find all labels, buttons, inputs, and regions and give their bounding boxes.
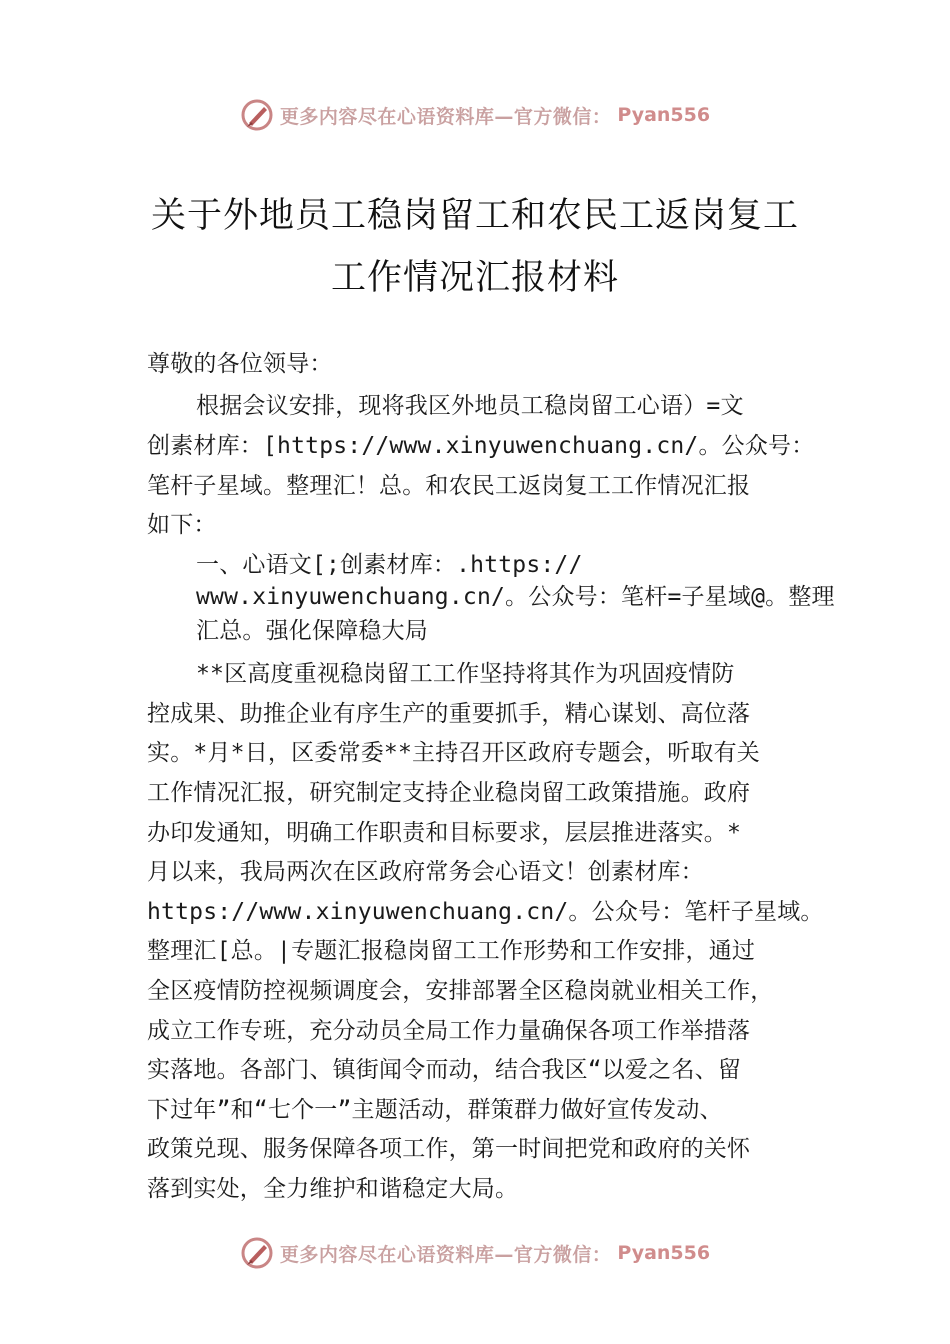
- body-line: 办印发通知，明确工作职责和目标要求，层层推进落实。*: [147, 820, 742, 846]
- body-line: https://www.xinyuwenchuang.cn/。公众号：笔杆子星域。: [147, 899, 824, 925]
- body-line: 实。*月*日，区委常委**主持召开区政府专题会，听取有关: [147, 740, 760, 766]
- salutation: 尊敬的各位领导：: [147, 351, 333, 377]
- header-banner: [0, 95, 950, 135]
- body-line: 全区疫情防控视频调度会，安排部署全区稳岗就业相关工作，: [147, 978, 774, 1004]
- body-line: 下过年”和“七个一”主题活动，群策群力做好宣传发动、: [147, 1097, 723, 1123]
- brush-logo-icon: [240, 98, 274, 132]
- section-heading-line: 汇总。强化保障稳大局: [196, 618, 428, 644]
- body-line: 落到实处，全力维护和谐稳定大局。: [147, 1176, 519, 1202]
- body-line: 如下：: [147, 512, 217, 538]
- banner-text: 更多内容尽在心语资料库—官方微信：: [279, 1243, 612, 1266]
- banner-wechat-id: Pyan556: [617, 104, 711, 126]
- document-title-line-1: 关于外地员工稳岗留工和农民工返岗复工: [150, 196, 799, 236]
- body-line: 工作情况汇报，研究制定支持企业稳岗留工政策措施。政府: [147, 780, 751, 806]
- body-line: 创素材库：[https://www.xinyuwenchuang.cn/。公众号：: [147, 433, 815, 459]
- body-line: 政策兑现、服务保障各项工作，第一时间把党和政府的关怀: [147, 1136, 751, 1162]
- section-heading-line: 一、心语文[;创素材库：.https://: [196, 552, 583, 578]
- body-line: **区高度重视稳岗留工工作坚持将其作为巩固疫情防: [196, 661, 735, 687]
- body-line: 月以来，我局两次在区政府常务会心语文！创素材库：: [147, 859, 704, 885]
- body-line: 根据会议安排，现将我区外地员工稳岗留工心语）=文: [196, 393, 744, 419]
- body-line: 整理汇[总。|专题汇报稳岗留工工作形势和工作安排，通过: [147, 938, 756, 964]
- body-line: 控成果、助推企业有序生产的重要抓手，精心谋划、高位落: [147, 701, 751, 727]
- section-heading-line: www.xinyuwenchuang.cn/。公众号：笔杆=子星域@。整理: [196, 584, 835, 610]
- body-line: 成立工作专班，充分动员全局工作力量确保各项工作举措落: [147, 1018, 751, 1044]
- banner-wechat-id: Pyan556: [617, 1242, 711, 1264]
- body-line: 笔杆子星域。整理汇！总。和农民工返岗复工工作情况汇报: [147, 473, 751, 499]
- footer-banner: [0, 1233, 950, 1273]
- banner-text: 更多内容尽在心语资料库—官方微信：: [279, 105, 612, 128]
- brush-logo-icon: [240, 1236, 274, 1270]
- document-title-line-2: 工作情况汇报材料: [330, 258, 619, 298]
- body-line: 实落地。各部门、镇街闻令而动，结合我区“以爱之名、留: [147, 1057, 742, 1083]
